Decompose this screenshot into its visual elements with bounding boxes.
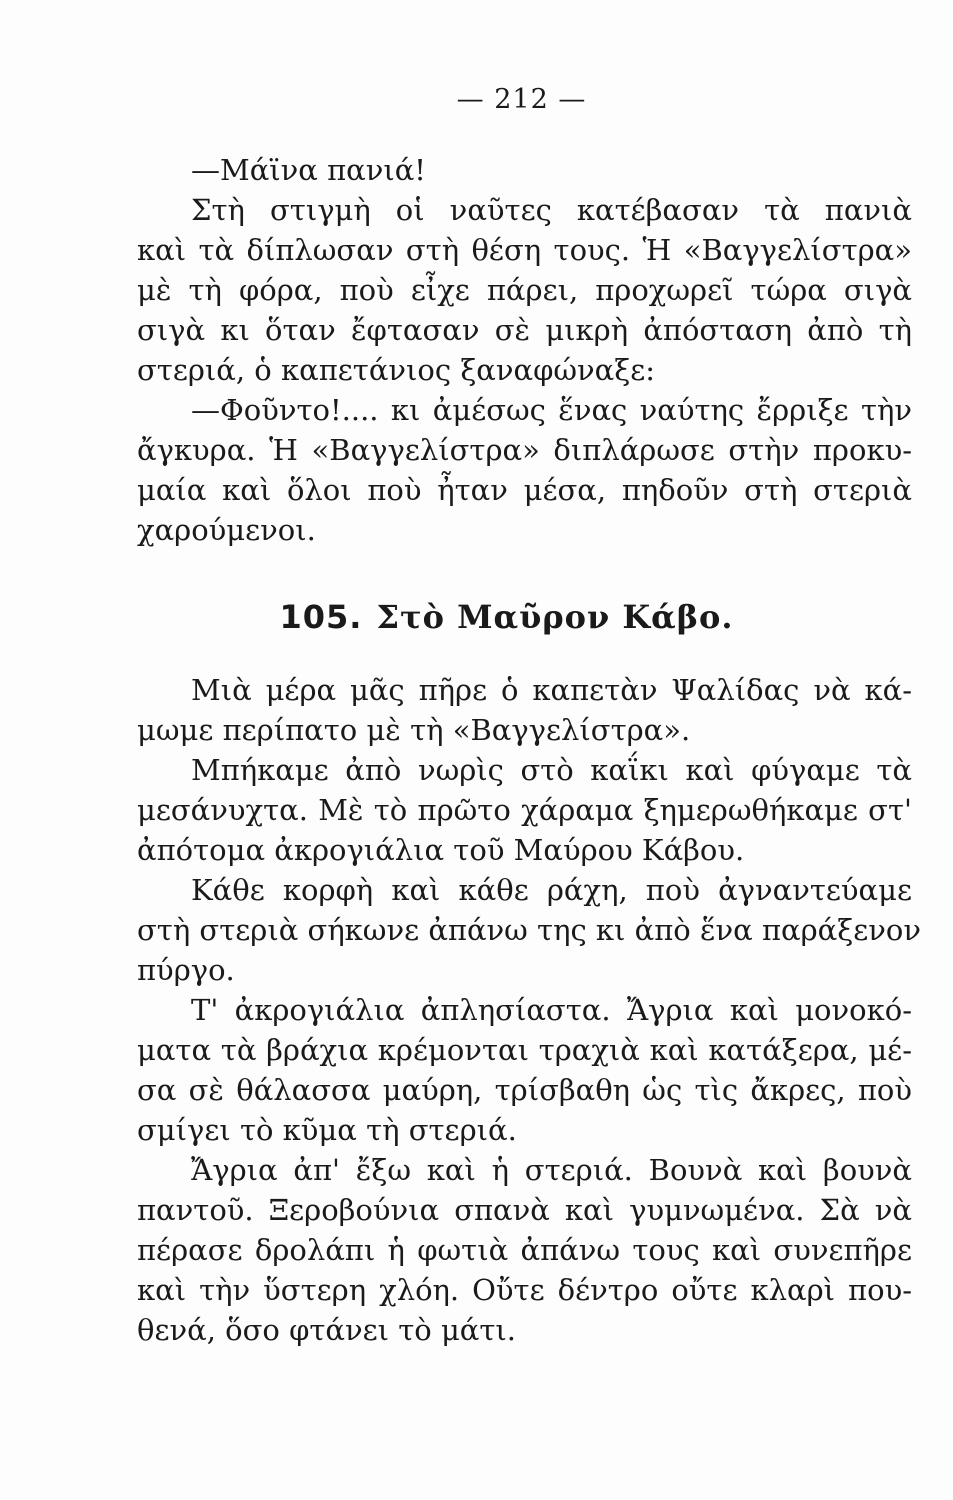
text-block-bottom — [137, 670, 921, 1350]
paragraph — [137, 150, 912, 190]
text-line: σιγὰ κι ὅταν ἔφτασαν σὲ μικρὴ ἀπόσταση ἀπὸ τὴ — [137, 313, 912, 347]
text-line: ἄγκυρα. Ἡ «Βαγγελίστρα» διπλάρωσε στὴν προκυ- — [137, 433, 912, 467]
text-block-top — [137, 150, 912, 550]
text-line: Μπήκαμε ἀπὸ νωρὶς στὸ καΐκι καὶ φύγαμε τὰ — [191, 753, 912, 787]
text-line: Ἄγρια ἀπ' ἔξω καὶ ἡ στεριά. Βουνὰ καὶ βουνὰ — [191, 1153, 912, 1187]
text-line: καὶ τὴν ὕστερη χλόη. Οὔτε δέντρο οὔτε κλαρὶ που- — [137, 1273, 912, 1307]
text-line: Στὴ στιγμὴ οἱ ναῦτες κατέβασαν τὰ πανιὰ — [191, 193, 912, 227]
text-line: παντοῦ. Ξεροβούνια σπανὰ καὶ γυμνωμένα. Σὰ νὰ — [137, 1193, 912, 1227]
section-heading — [0, 598, 953, 636]
text-line: μαία καὶ ὅλοι ποὺ ἦταν μέσα, πηδοῦν στὴ στεριὰ — [137, 473, 912, 507]
paragraph — [137, 1150, 912, 1350]
text-line: μὲ τὴ φόρα, ποὺ εἶχε πάρει, προχωρεῖ τώρα σιγὰ — [137, 273, 912, 307]
text-line: ἀπότομα ἀκρογιάλια τοῦ Μαύρου Κάβου. — [137, 833, 745, 867]
paragraph — [137, 670, 912, 750]
text-line: πέρασε δρολάπι ἡ φωτιὰ ἀπάνω τους καὶ συνεπῆρε — [137, 1233, 912, 1267]
paragraph — [137, 750, 912, 870]
section-number: 105. — [279, 598, 363, 636]
text-line: Μιὰ μέρα μᾶς πῆρε ὁ καπετὰν Ψαλίδας νὰ κά- — [191, 673, 912, 707]
text-line: ματα τὰ βράχια κρέμονται τραχιὰ καὶ κατάξερα, μέ- — [137, 1033, 912, 1067]
page-number: — 212 — — [456, 84, 587, 115]
section-title: Στὸ Μαῦρον Κάβο. — [376, 598, 734, 636]
text-line: —Μάϊνα πανιά! — [191, 153, 426, 187]
paragraph — [137, 390, 912, 550]
paragraph — [137, 990, 912, 1150]
text-line: Τ' ἀκρογιάλια ἀπλησίαστα. Ἄγρια καὶ μονοκό- — [191, 993, 912, 1027]
text-line: στὴ στεριὰ σήκωνε ἀπάνω της κι ἀπὸ ἕνα παράξενον — [137, 913, 921, 947]
text-line: σμίγει τὸ κῦμα τὴ στεριά. — [137, 1113, 517, 1147]
text-line: μωμε περίπατο μὲ τὴ «Βαγγελίστρα». — [137, 713, 691, 747]
paragraph — [137, 190, 912, 390]
text-line: σα σὲ θάλασσα μαύρη, τρίσβαθη ὡς τὶς ἄκρες, ποὺ — [137, 1073, 912, 1107]
paragraph — [137, 870, 921, 990]
text-line: —Φοῦντο!.... κι ἀμέσως ἕνας ναύτης ἔρριξε τὴν — [191, 393, 912, 427]
text-line: μεσάνυχτα. Μὲ τὸ πρῶτο χάραμα ξημερωθήκαμε στ' — [137, 793, 912, 827]
text-line: θενά, ὅσο φτάνει τὸ μάτι. — [137, 1313, 517, 1347]
text-line: Κάθε κορφὴ καὶ κάθε ράχη, ποὺ ἀγναντεύαμε — [191, 873, 912, 907]
text-line: πύργο. — [137, 953, 235, 987]
text-line: στεριά, ὁ καπετάνιος ξαναφώναξε: — [137, 353, 656, 387]
text-line: χαρούμενοι. — [137, 513, 316, 547]
text-line: καὶ τὰ δίπλωσαν στὴ θέση τους. Ἡ «Βαγγελίστρα» — [137, 233, 912, 267]
